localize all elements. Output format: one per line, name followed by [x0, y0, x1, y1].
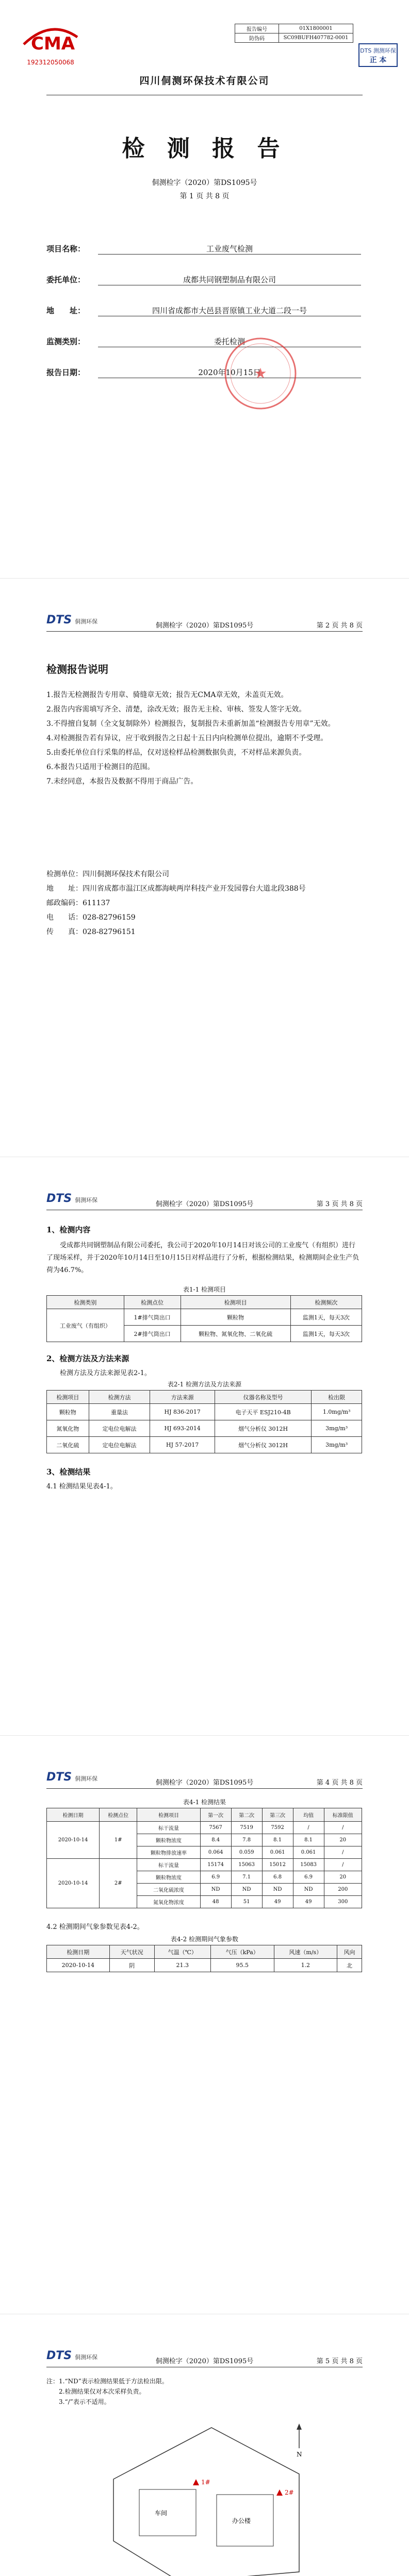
- methods-table: [46, 1390, 362, 1453]
- note-item: 2.报告内容需填写齐全、清楚，涂改无效；报告无主检、审核、签发人签字无效。: [46, 705, 306, 714]
- items-table: [46, 1295, 362, 1342]
- header-page: 第 2 页 共 8 页: [316, 622, 363, 630]
- map-label-outlet2: 2#: [285, 2489, 294, 2496]
- table-cell: 标干流量: [137, 1859, 200, 1871]
- table-cell: 200: [324, 1884, 362, 1896]
- table-cell: 2020-10-14: [47, 1822, 100, 1859]
- table-caption: 表1-1 检测项目: [183, 1286, 226, 1293]
- table-header-cell: 第三次: [262, 1808, 293, 1822]
- field-value: 工业废气检测: [98, 243, 361, 255]
- field-label: 地 址：: [46, 306, 86, 315]
- field-row: [46, 333, 366, 364]
- table-cell: 15012: [262, 1859, 293, 1871]
- note-item: 1.报告无检测报告专用章、骑缝章无效；报告无CMA章无效，未盖页无效。: [46, 691, 288, 699]
- table-cell: 20: [324, 1871, 362, 1884]
- table-cell: HJ 836-2017: [150, 1404, 215, 1420]
- table-cell: 2020-10-14: [47, 1859, 100, 1908]
- table-row: [47, 1404, 362, 1420]
- table-row: [47, 1437, 362, 1453]
- field-label: 委托单位：: [46, 275, 86, 284]
- footnote: 2.检测结果仅对本次采样负责。: [59, 2388, 145, 2395]
- field-row: [46, 240, 366, 271]
- table-header-cell: 第二次: [231, 1808, 262, 1822]
- table-cell: ND: [293, 1884, 324, 1896]
- table-cell: 6.9: [293, 1871, 324, 1884]
- note-item: 6.本报告只适用于检测目的范围。: [46, 763, 155, 771]
- original-stamp: [358, 43, 398, 67]
- field-value: 2020年10月15日: [98, 367, 361, 378]
- page-header: [46, 2346, 363, 2367]
- table-cell: 48: [200, 1896, 231, 1908]
- table-cell: 烟气分析仪 3012H: [215, 1437, 311, 1453]
- table-cell: 2#排气筒出口: [124, 1326, 181, 1342]
- table-cell: 1#排气筒出口: [124, 1309, 181, 1326]
- table-cell: 阴: [109, 1959, 154, 1972]
- header-page: 第 5 页 共 8 页: [316, 2358, 363, 2365]
- note-item: 3.不得擅自复制（全文复制除外）检测报告，复制报告未重新加盖“检测报告专用章”无效。: [46, 720, 335, 728]
- table-header-cell: 方法来源: [150, 1391, 215, 1404]
- table-cell: /: [293, 1822, 324, 1834]
- notes-page: [0, 579, 409, 1157]
- table-row: [47, 1822, 362, 1834]
- table-header-cell: 气温（℃）: [154, 1945, 210, 1959]
- info-label: 防伪码: [235, 33, 279, 43]
- table-cell: ND: [200, 1884, 231, 1896]
- table-row: [47, 1420, 362, 1437]
- table-cell: 21.3: [154, 1959, 210, 1972]
- table-cell: 二氧化硫: [47, 1437, 89, 1453]
- table-cell: 8.4: [200, 1834, 231, 1846]
- header-report-number: 侗测检字（2020）第DS1095号: [155, 1779, 254, 1787]
- stamp-line2: 正 本: [369, 56, 387, 64]
- table-caption: 表2-1 检测方法及方法来源: [167, 1381, 242, 1388]
- table-row: [47, 1309, 362, 1326]
- table-cell: 6.9: [200, 1871, 231, 1884]
- field-label: 监测类别：: [46, 337, 86, 346]
- table-cell: 监测1天，每天3次: [290, 1309, 362, 1326]
- logo-sub: 侗测环保: [75, 2354, 98, 2361]
- section-paragraph: 检测方法及方法来源见表2-1。: [60, 1369, 151, 1377]
- north-arrow-head-icon: [297, 2424, 302, 2430]
- results-table: [46, 1808, 362, 1908]
- table-cell: 1.2: [274, 1959, 337, 1972]
- table-cell: 电子天平 ESJ210-4B: [215, 1404, 311, 1420]
- table-cell: 0.061: [262, 1846, 293, 1859]
- table-cell: 定电位电解法: [89, 1420, 150, 1437]
- logo-text: DTS: [46, 1192, 72, 1205]
- note-item: 5.由委托单位自行采集的样品，仅对送检样品检测数据负责，不对样品来源负责。: [46, 749, 306, 757]
- table-caption: 表4-1 检测结果: [183, 1799, 226, 1806]
- results-page: [0, 1736, 409, 2314]
- note-item: 4.对检测报告若有异议，应于收到报告之日起十五日内向检测单位提出，逾期不予受理。: [46, 734, 328, 742]
- table-header-cell: 气压（kPa）: [210, 1945, 274, 1959]
- header-report-number: 侗测检字（2020）第DS1095号: [155, 622, 254, 630]
- table-cell: 工业废气（有组织）: [47, 1309, 124, 1342]
- map-label-workshop: 车间: [155, 2510, 168, 2517]
- page-header: [46, 611, 363, 632]
- table-cell: 烟气分析仪 3012H: [215, 1420, 311, 1437]
- site-boundary: [113, 2428, 299, 2576]
- table-cell: HJ 57-2017: [150, 1437, 215, 1453]
- field-label: 报告日期：: [46, 368, 86, 377]
- overview-page: [0, 1157, 409, 1736]
- table-cell: 颗粒物: [181, 1309, 290, 1326]
- table-cell: 95.5: [210, 1959, 274, 1972]
- field-value: 成都共同钢塑制品有限公司: [98, 274, 361, 285]
- table-header-cell: 第一次: [200, 1808, 231, 1822]
- table-header-row: [47, 1391, 362, 1404]
- table-header-row: [47, 1808, 362, 1822]
- table-cell: 颗粒物、氮氧化物、二氧化硫: [181, 1326, 290, 1342]
- table-cell: 定电位电解法: [89, 1437, 150, 1453]
- table-cell: 6.8: [262, 1871, 293, 1884]
- field-row: [46, 364, 366, 395]
- table-cell: 颗粒物排放速率: [137, 1846, 200, 1859]
- table-cell: 0.064: [200, 1846, 231, 1859]
- logo-text: DTS: [46, 614, 72, 626]
- table-header-cell: 检测日期: [47, 1945, 110, 1959]
- table-cell: HJ 693-2014: [150, 1420, 215, 1437]
- contact-line: 检测单位：四川侗测环保技术有限公司: [46, 870, 169, 878]
- map-page: [0, 2314, 409, 2576]
- report-number: 侗测检字（2020）第DS1095号: [152, 179, 257, 187]
- table-header-cell: 仪器名称及型号: [215, 1391, 311, 1404]
- notes-list: [46, 688, 356, 789]
- table-cell: 氮氧化物浓度: [137, 1896, 200, 1908]
- info-label: 报告编号: [235, 24, 279, 33]
- table-row: [47, 1959, 362, 1972]
- table-cell: ND: [262, 1884, 293, 1896]
- table-cell: 20: [324, 1834, 362, 1846]
- table-cell: /: [324, 1822, 362, 1834]
- logo-sub: 侗测环保: [75, 1775, 98, 1782]
- table-cell: 7519: [231, 1822, 262, 1834]
- table-cell: 标干流量: [137, 1822, 200, 1834]
- contact-block: [46, 867, 356, 939]
- table-header-cell: 风速（m/s）: [274, 1945, 337, 1959]
- cover-page: [0, 0, 409, 579]
- footnote: 注：1.“ND”表示检测结果低于方法检出限。: [46, 2378, 168, 2385]
- cover-fields: [46, 240, 366, 395]
- table-cell: 二氧化硫浓度: [137, 1884, 200, 1896]
- table-header-cell: 标准限值: [324, 1808, 362, 1822]
- table-cell: 北: [337, 1959, 362, 1972]
- table-cell: 8.1: [293, 1834, 324, 1846]
- section-heading: 2、检测方法及方法来源: [46, 1354, 129, 1363]
- table-cell: 51: [231, 1896, 262, 1908]
- logo-text: DTS: [46, 1771, 72, 1784]
- note-item: 7.未经同意，本报告及数据不得用于商品广告。: [46, 777, 198, 786]
- cover-info-table: [235, 24, 353, 43]
- table-header-cell: 风向: [337, 1945, 362, 1959]
- contact-line: 邮政编码：611137: [46, 899, 110, 907]
- page-header: [46, 1768, 363, 1789]
- table-header-cell: 检测方法: [89, 1391, 150, 1404]
- header-page: 第 3 页 共 8 页: [316, 1200, 363, 1208]
- table-header-cell: 检测项目: [137, 1808, 200, 1822]
- footnote: 3.“/”表示不适用。: [59, 2398, 110, 2405]
- table-cell: 0.061: [293, 1846, 324, 1859]
- table-cell: 0.059: [231, 1846, 262, 1859]
- table-header-cell: 检测项目: [47, 1391, 89, 1404]
- field-row: [46, 271, 366, 302]
- table-cell: 8.1: [262, 1834, 293, 1846]
- section-heading: 1、检测内容: [46, 1225, 91, 1234]
- table-row: [47, 1859, 362, 1871]
- table-header-cell: 检测点位: [124, 1296, 181, 1309]
- table-cell: 1.0mg/m³: [312, 1404, 362, 1420]
- section-heading: 3、检测结果: [46, 1467, 91, 1477]
- table-cell: 7592: [262, 1822, 293, 1834]
- table-header-row: [47, 1296, 362, 1309]
- field-value: 四川省成都市大邑县晋原镇工业大道二段一号: [98, 305, 361, 316]
- logo-text: DTS: [46, 2349, 72, 2362]
- page-indicator: 第 1 页 共 8 页: [179, 192, 230, 200]
- table-cell: 1#: [100, 1822, 137, 1859]
- map-label-north: N: [297, 2451, 302, 2458]
- table-cell: 15083: [293, 1859, 324, 1871]
- table-cell: 15063: [231, 1859, 262, 1871]
- header-page: 第 4 页 共 8 页: [316, 1779, 363, 1787]
- logo-sub: 侗测环保: [75, 618, 98, 625]
- table-cell: 2020-10-14: [47, 1959, 110, 1972]
- report-title: 检 测 报 告: [122, 135, 287, 162]
- cma-logo: [20, 21, 81, 66]
- table-cell: 3mg/m³: [312, 1437, 362, 1453]
- workshop-building: [139, 2489, 196, 2536]
- table-header-cell: 均值: [293, 1808, 324, 1822]
- table-cell: 7.8: [231, 1834, 262, 1846]
- table-cell: 氮氧化物: [47, 1420, 89, 1437]
- table-cell: 300: [324, 1896, 362, 1908]
- outlet-marker: [193, 2479, 199, 2485]
- table-cell: 监测1天，每天3次: [290, 1326, 362, 1342]
- section-paragraph: 4.1 检测结果见表4-1。: [46, 1483, 117, 1490]
- table-cell: 49: [262, 1896, 293, 1908]
- table-cell: ND: [231, 1884, 262, 1896]
- cma-mark: [20, 21, 81, 57]
- table-header-cell: 检测项目: [181, 1296, 290, 1309]
- stamp-line1: DTS 测测环保: [360, 47, 396, 54]
- cma-letters: CMA: [31, 33, 75, 54]
- footnotes: [46, 2376, 168, 2407]
- monitoring-site-map: [93, 2417, 315, 2576]
- table-cell: 3mg/m³: [312, 1420, 362, 1437]
- table-cell: 重量法: [89, 1404, 150, 1420]
- section-paragraph: 受成都共同钢塑制品有限公司委托，我公司于2020年10月14日对该公司的工业废气（有组织）进行了现场采样，并于2020年10月14日至10月15日对样品进行了分析，根据检测结果，检测期间企业生产负荷为46.7%。: [46, 1242, 359, 1274]
- logo-sub: 侗测环保: [75, 1197, 98, 1204]
- table-cell: 7.1: [231, 1871, 262, 1884]
- field-row: [46, 302, 366, 333]
- map-label-outlet1: 1#: [201, 2479, 210, 2486]
- map-label-office: 办公楼: [232, 2517, 251, 2524]
- svg-text:★: ★: [254, 365, 267, 382]
- page-header: [46, 1189, 363, 1210]
- company-seal: [222, 335, 299, 412]
- header-report-number: 侗测检字（2020）第DS1095号: [155, 1200, 254, 1208]
- contact-line: 电 话：028-82796159: [46, 913, 136, 922]
- table-caption: 表4-2 检测期间气象参数: [170, 1936, 239, 1943]
- table-cell: 颗粒物浓度: [137, 1871, 200, 1884]
- info-value: SC09BUFH407782-0001: [279, 33, 353, 43]
- weather-table: [46, 1945, 362, 1972]
- outlet-marker: [276, 2489, 283, 2496]
- cma-number: 192312050068: [27, 59, 74, 66]
- table-cell: 颗粒物: [47, 1404, 89, 1420]
- table-header-cell: 检出限: [312, 1391, 362, 1404]
- table-cell: 49: [293, 1896, 324, 1908]
- table-cell: 2#: [100, 1859, 137, 1908]
- field-value: 委托检测: [98, 336, 361, 347]
- section-paragraph: 4.2 检测期间气象参数见表4-2。: [46, 1923, 144, 1931]
- table-cell: 15174: [200, 1859, 231, 1871]
- table-cell: /: [324, 1846, 362, 1859]
- field-label: 项目名称：: [46, 244, 86, 253]
- contact-line: 传 真：028-82796151: [46, 928, 136, 936]
- header-report-number: 侗测检字（2020）第DS1095号: [155, 2358, 254, 2365]
- table-header-cell: 检测频次: [290, 1296, 362, 1309]
- notes-title: 检测报告说明: [46, 663, 108, 675]
- info-value: 01X1800001: [279, 24, 353, 33]
- table-header-cell: 检测类别: [47, 1296, 124, 1309]
- table-header-cell: 天气状况: [109, 1945, 154, 1959]
- table-cell: 颗粒物浓度: [137, 1834, 200, 1846]
- table-header-cell: 检测日期: [47, 1808, 100, 1822]
- table-cell: /: [324, 1859, 362, 1871]
- table-header-cell: 检测点位: [100, 1808, 137, 1822]
- table-header-row: [47, 1945, 362, 1959]
- table-cell: 7567: [200, 1822, 231, 1834]
- contact-line: 地 址：四川省成都市温江区成都海峡两岸科技产业开发园蓉台大道北段388号: [46, 885, 306, 893]
- company-name: 四川侗测环保技术有限公司: [139, 75, 270, 87]
